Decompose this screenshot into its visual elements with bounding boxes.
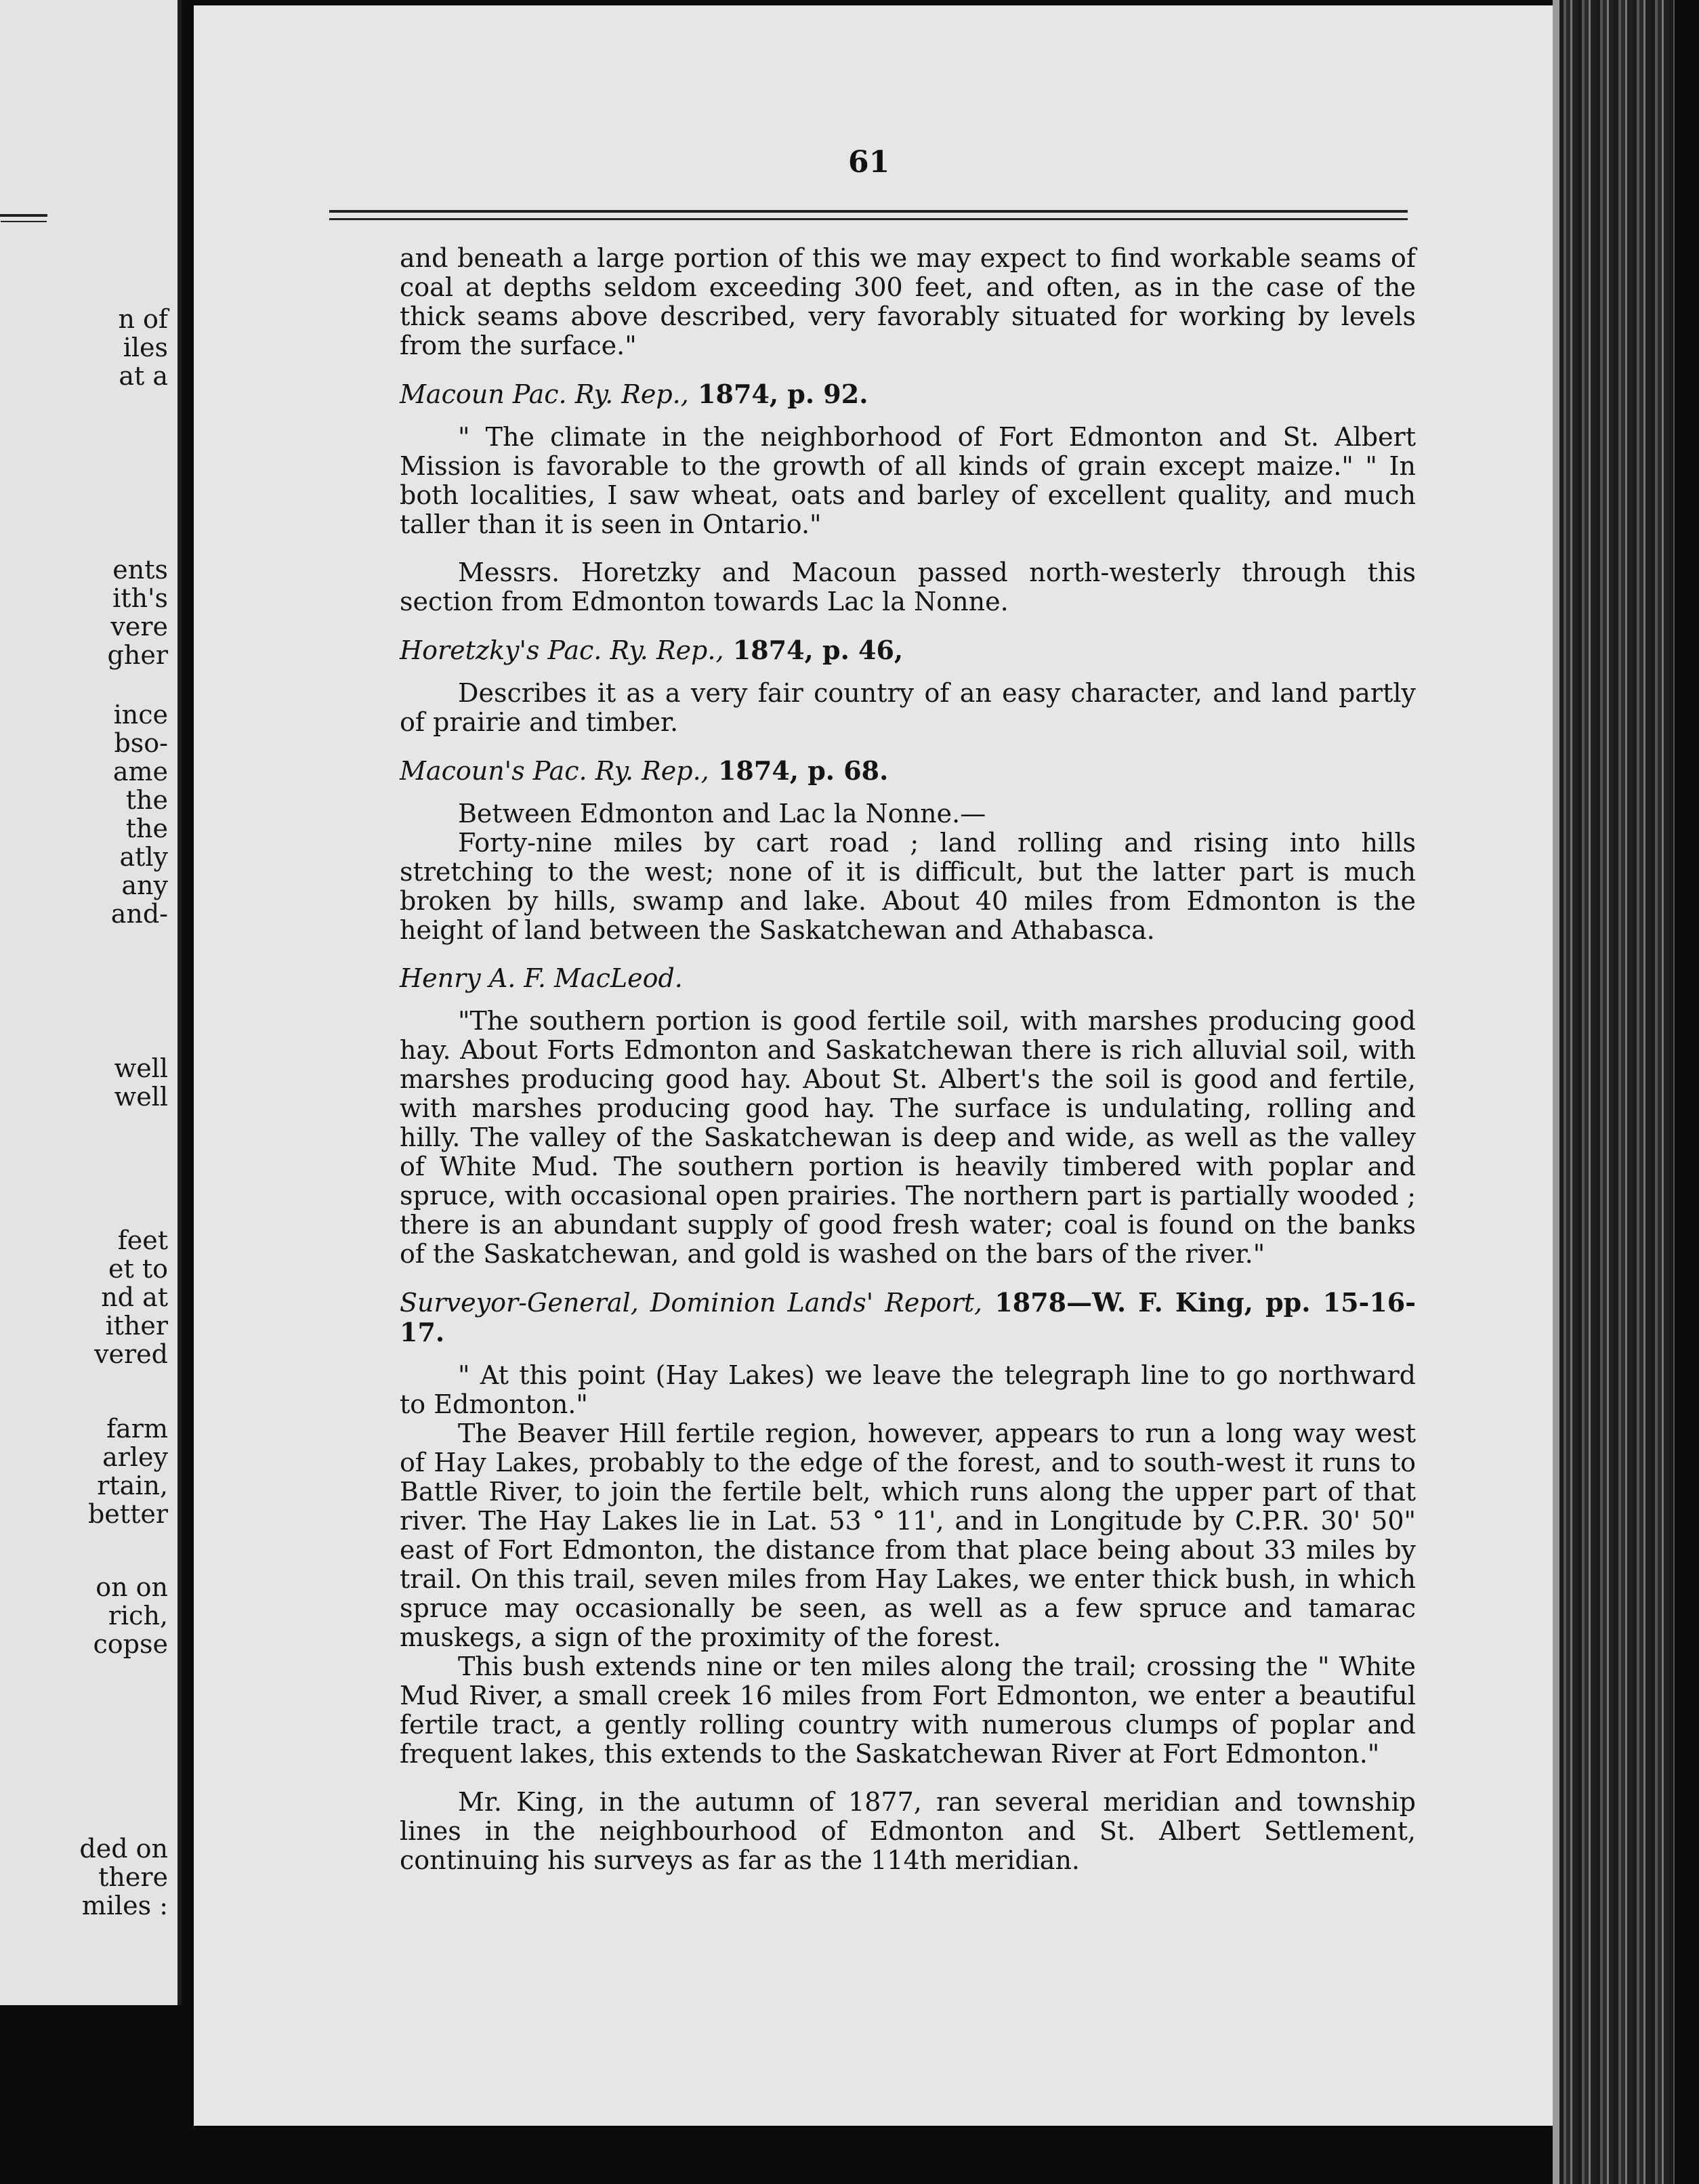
- left-page-fragment: iles: [123, 333, 168, 362]
- paragraph: " The climate in the neighborhood of Fort Edmonton and St. Albert Mission is favorable to the growth of all kinds of grain except maize." " In both localities, I saw wheat, oats and barley of excellent quality, and much taller than it is seen in Ontario.": [400, 422, 1416, 539]
- left-page-fragment: on on: [96, 1572, 168, 1602]
- left-page-fragment: better: [87, 1499, 168, 1529]
- citation-title: Surveyor-General, Dominion Lands' Report,: [400, 1288, 983, 1318]
- paragraph: Forty-nine miles by cart road ; land rolling and rising into hills stretching to the west; none of it is difficult, but the latter part is much broken by hills, swamp and lake. About 40 miles from Edmonton is the height of land between the Saskatchewan and Athabasca.: [400, 828, 1416, 945]
- left-page-fragment: there: [98, 1862, 168, 1892]
- left-facing-page: [0, 0, 182, 2005]
- left-page-fragment: rich,: [108, 1601, 168, 1631]
- left-page-fragment: rtain,: [97, 1471, 168, 1500]
- left-page-fragment: vere: [110, 612, 168, 642]
- left-page-fragment: ded on: [79, 1834, 168, 1864]
- left-page-fragment: ither: [105, 1311, 168, 1341]
- header-rule: [329, 210, 1408, 213]
- citation-title: Macoun's Pac. Ry. Rep.,: [400, 756, 709, 786]
- left-page-fragment: any: [121, 870, 168, 900]
- left-page-fragment: atly: [119, 842, 168, 872]
- left-page-fragment: well: [114, 1082, 168, 1112]
- citation-detail: 1874, p. 68.: [709, 755, 889, 786]
- paragraph: This bush extends nine or ten miles along the trail; crossing the " White Mud River, a small creek 16 miles from Fort Edmonton, we enter a beautiful fertile tract, a gently rolling country with numerous clumps of poplar and frequent lakes, this extends to the Saskatchewan River at Fort Edmonton.": [400, 1652, 1416, 1769]
- citation-title: Macoun Pac. Ry. Rep.,: [400, 379, 689, 409]
- left-page-fragment: et to: [108, 1254, 168, 1284]
- citation-title: Horetzky's Pac. Ry. Rep.,: [400, 635, 724, 665]
- left-page-fragment: well: [114, 1053, 168, 1083]
- left-page-fragment: and-: [110, 899, 168, 929]
- citation-heading: [400, 635, 1416, 665]
- paragraph: Messrs. Horetzky and Macoun passed north-westerly through this section from Edmonton towards Lac la Nonne.: [400, 558, 1416, 616]
- left-page-rule: [0, 214, 47, 217]
- left-page-fragment: the: [125, 785, 168, 815]
- citation-detail: 1874, p. 46,: [723, 635, 904, 665]
- left-page-fragment: copse: [93, 1629, 168, 1659]
- left-page-fragment: gher: [107, 640, 168, 670]
- left-page-fragment: n of: [118, 304, 168, 334]
- citation-heading: [400, 379, 1416, 409]
- left-page-fragment: vered: [94, 1339, 168, 1369]
- left-page-fragment: bso-: [114, 728, 168, 758]
- left-page-fragment: farm: [106, 1414, 168, 1444]
- page-content: [400, 244, 1416, 1875]
- header-rule-secondary: [329, 218, 1408, 220]
- citation-heading: [400, 756, 1416, 786]
- paragraph: Mr. King, in the autumn of 1877, ran several meridian and township lines in the neighbourhood of Edmonton and St. Albert Settlement, continuing his surveys as far as the 114th meridian.: [400, 1787, 1416, 1875]
- paragraph: " At this point (Hay Lakes) we leave the telegraph line to go northward to Edmonton.": [400, 1360, 1416, 1419]
- left-page-fragment: miles :: [81, 1891, 168, 1920]
- page-number: 61: [848, 145, 890, 180]
- citation-heading: Henry A. F. MacLeod.: [400, 963, 683, 993]
- left-page-fragment: feet: [117, 1225, 168, 1255]
- book-binding: [1559, 0, 1675, 2184]
- left-page-fragment: ince: [113, 700, 168, 730]
- paragraph: and beneath a large portion of this we may expect to find workable seams of coal at depths seldom exceeding 300 feet, and often, as in the case of the thick seams above described, very favorably situated for working by levels from the surface.": [400, 243, 1416, 360]
- paragraph: "The southern portion is good fertile soil, with marshes producing good hay. About Forts Edmonton and Saskatchewan there is rich alluvial soil, with marshes producing good hay. About St. Albert's the soil is good and fertile, with marshes producing good hay. The surface is undulating, rolling and hilly. The valley of the Saskatchewan is deep and wide, as well as the valley of White Mud. The southern portion is heavily timbered with poplar and spruce, with occasional open prairies. The northern part is partially wooded ; there is an abundant supply of good fresh water; coal is found on the banks of the Saskatchewan, and gold is washed on the bars of the river.": [400, 1006, 1416, 1269]
- citation-detail: 1878—W. F. King, pp. 15-16-17.: [400, 1287, 1416, 1347]
- citation-detail: 1874, p. 92.: [688, 379, 868, 409]
- citation-heading: [400, 1288, 1416, 1347]
- left-page-fragment: arley: [102, 1442, 168, 1472]
- paragraph: The Beaver Hill fertile region, however, appears to run a long way west of Hay Lakes, probably to the edge of the forest, and to south-west it runs to Battle River, to join the fertile belt, which runs along the upper part of that river. The Hay Lakes lie in Lat. 53 ° 11', and in Longitude by C.P.R. 30' 50" east of Fort Edmonton, the distance from that place being about 33 miles by trail. On this trail, seven miles from Hay Lakes, we enter thick bush, in which spruce may occasionally be seen, as well as a few spruce and tamarac muskegs, a sign of the proximity of the forest.: [400, 1419, 1416, 1652]
- left-page-fragment: ents: [112, 555, 168, 585]
- left-page-fragment: ame: [112, 757, 168, 786]
- paragraph: Describes it as a very fair country of an easy character, and land partly of prairie and timber.: [400, 678, 1416, 737]
- left-page-fragment: nd at: [101, 1282, 168, 1312]
- left-page-fragment: the: [125, 814, 168, 843]
- left-page-fragment: ith's: [112, 583, 168, 613]
- left-page-fragment: at a: [119, 361, 168, 391]
- paragraph: Between Edmonton and Lac la Nonne.—: [458, 799, 986, 828]
